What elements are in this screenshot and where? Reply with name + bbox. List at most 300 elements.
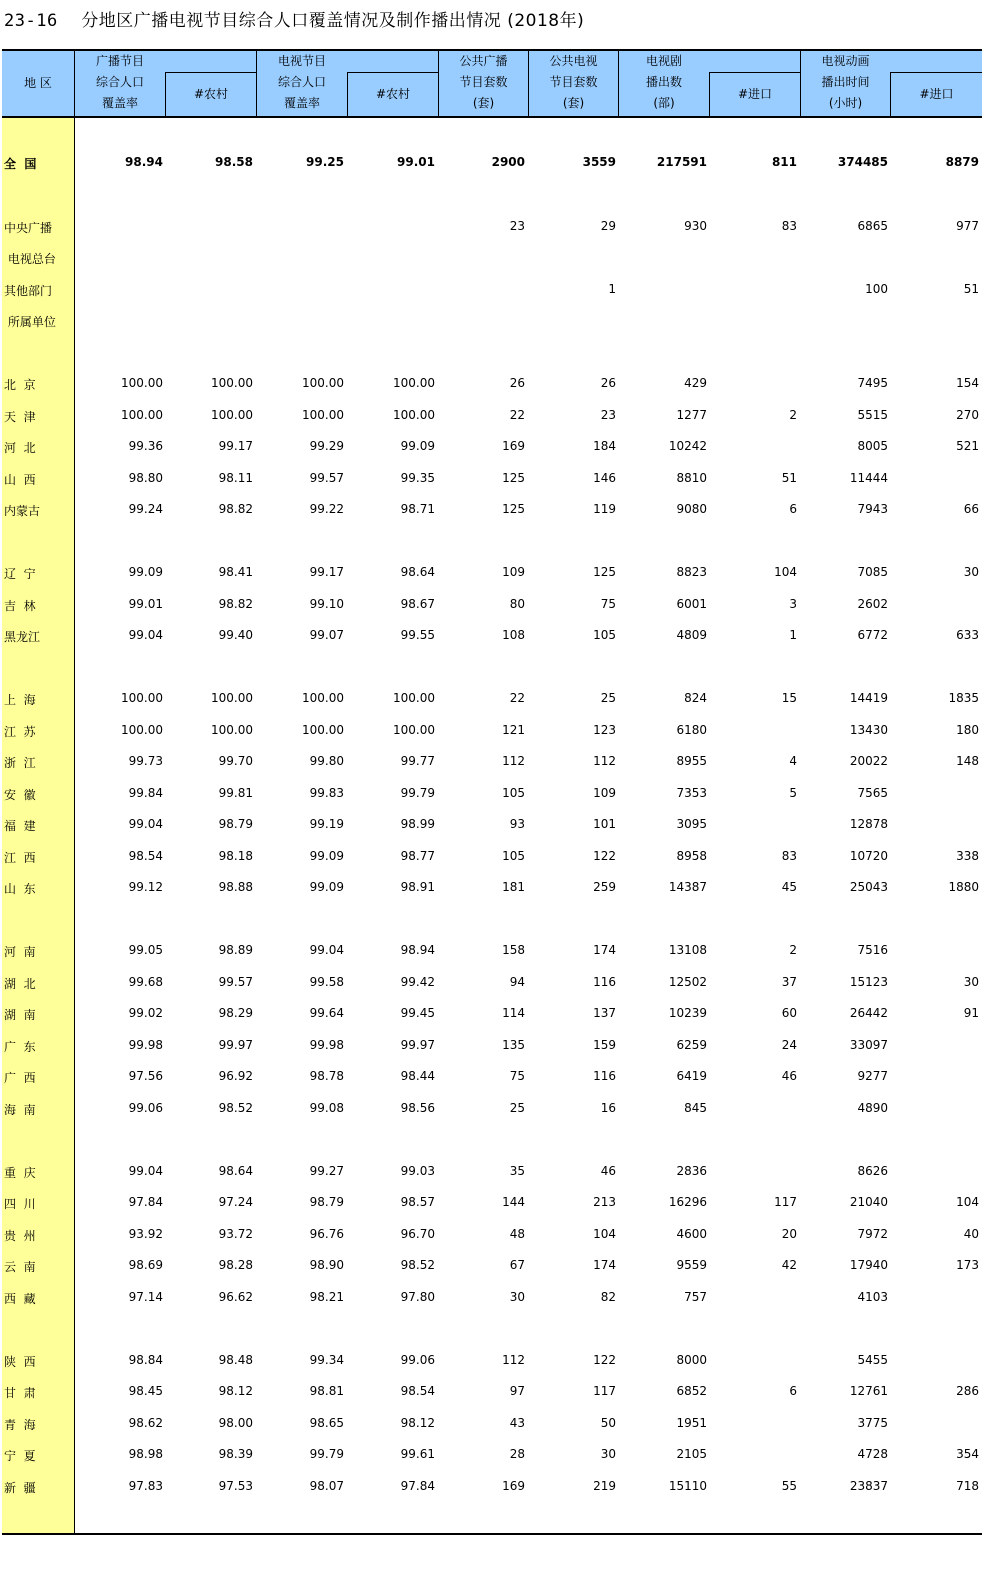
row-label: 中央广播 xyxy=(4,221,53,235)
table-cell: 117 xyxy=(774,1195,797,1209)
table-cell: 8005 xyxy=(857,439,888,453)
table-cell: 97.84 xyxy=(128,1195,163,1209)
table-cell: 169 xyxy=(502,439,525,453)
table-cell: 21040 xyxy=(849,1195,888,1209)
table-cell: 15123 xyxy=(849,975,888,989)
table-cell: 99.70 xyxy=(218,754,253,768)
table-cell: 100.00 xyxy=(302,408,344,422)
header-tv-rural: #农村 xyxy=(375,87,411,101)
table-cell: 12878 xyxy=(849,817,888,831)
table-cell: 169 xyxy=(502,1479,525,1493)
row-label: 山 西 xyxy=(4,473,36,487)
table-cell: 99.58 xyxy=(309,975,344,989)
header-line: 广播节目 xyxy=(95,54,144,68)
row-label: 内蒙古 xyxy=(4,504,41,518)
table-cell: 99.04 xyxy=(309,943,344,957)
table-cell: 977 xyxy=(956,219,979,233)
table-cell: 99.01 xyxy=(128,597,163,611)
row-label: 四 川 xyxy=(4,1197,36,1211)
table-cell: 4103 xyxy=(857,1290,888,1304)
table-cell: 174 xyxy=(593,1258,616,1272)
table-cell: 16296 xyxy=(668,1195,707,1209)
table-cell: 98.99 xyxy=(400,817,435,831)
table-cell: 2836 xyxy=(676,1164,707,1178)
table-cell: 93.92 xyxy=(128,1227,163,1241)
table-cell: 26 xyxy=(509,376,525,390)
table-cell: 144 xyxy=(502,1195,525,1209)
table-cell: 100.00 xyxy=(393,408,435,422)
table-cell: 99.09 xyxy=(400,439,435,453)
table-cell: 633 xyxy=(956,628,979,642)
table-cell: 12502 xyxy=(668,975,707,989)
table-cell: 121 xyxy=(502,723,525,737)
row-label: 甘 肃 xyxy=(4,1386,36,1400)
table-cell: 75 xyxy=(509,1069,525,1083)
table-cell: 13108 xyxy=(668,943,707,957)
table-cell: 98.44 xyxy=(400,1069,435,1083)
table-cell: 100.00 xyxy=(302,723,344,737)
table-cell: 6 xyxy=(789,502,797,516)
header-animation-hours xyxy=(801,51,890,114)
table-cell: 98.28 xyxy=(218,1258,253,1272)
row-label: 福 建 xyxy=(4,819,36,833)
table-cell: 98.00 xyxy=(218,1416,253,1430)
header-line: 综合人口 xyxy=(277,75,326,89)
table-cell: 97 xyxy=(509,1384,525,1398)
table-title xyxy=(4,6,584,31)
row-label: 海 南 xyxy=(4,1103,36,1117)
table-cell: 119 xyxy=(593,502,616,516)
row-label: 江 西 xyxy=(4,851,36,865)
table-cell: 25 xyxy=(509,1101,525,1115)
header-line: 公共电视 xyxy=(549,54,598,68)
table-cell: 98.80 xyxy=(128,471,163,485)
table-cell: 98.54 xyxy=(128,849,163,863)
table-cell: 29 xyxy=(600,219,616,233)
table-cell: 14419 xyxy=(849,691,888,705)
table-cell: 98.94 xyxy=(400,943,435,957)
row-label: 重 庆 xyxy=(4,1166,36,1180)
table-cell: 99.29 xyxy=(309,439,344,453)
header-line: (小时) xyxy=(828,96,863,110)
table-cell: 99.03 xyxy=(400,1164,435,1178)
table-cell: 99.98 xyxy=(128,1038,163,1052)
table-cell: 98.07 xyxy=(309,1479,344,1493)
table-cell: 6 xyxy=(789,1384,797,1398)
table-cell: 2105 xyxy=(676,1447,707,1461)
table-cell: 184 xyxy=(593,439,616,453)
table-cell: 98.56 xyxy=(400,1101,435,1115)
table-cell: 98.78 xyxy=(309,1069,344,1083)
header-public-tv-channels xyxy=(529,51,618,114)
row-label: 全 国 xyxy=(4,157,37,171)
subheader-rule xyxy=(890,72,982,73)
header-line: (套) xyxy=(472,96,495,110)
table-cell: 104 xyxy=(956,1195,979,1209)
table-cell: 99.17 xyxy=(218,439,253,453)
table-cell: 154 xyxy=(956,376,979,390)
table-cell: 98.94 xyxy=(125,155,163,169)
header-line: 播出时间 xyxy=(821,75,870,89)
row-label: 湖 北 xyxy=(4,977,36,991)
table-cell: 98.90 xyxy=(309,1258,344,1272)
table-cell: 91 xyxy=(963,1006,979,1020)
table-number: 23-16 xyxy=(4,11,58,31)
table-cell: 135 xyxy=(502,1038,525,1052)
table-cell: 137 xyxy=(593,1006,616,1020)
table-cell: 99.19 xyxy=(309,817,344,831)
table-cell: 173 xyxy=(956,1258,979,1272)
table-cell: 4809 xyxy=(676,628,707,642)
row-label: 宁 夏 xyxy=(4,1449,36,1463)
table-cell: 105 xyxy=(593,628,616,642)
table-cell: 354 xyxy=(956,1447,979,1461)
table-cell: 100.00 xyxy=(302,376,344,390)
table-cell: 98.52 xyxy=(218,1101,253,1115)
table-cell: 108 xyxy=(502,628,525,642)
table-cell: 105 xyxy=(502,786,525,800)
table-cell: 37 xyxy=(781,975,797,989)
table-cell: 13430 xyxy=(849,723,888,737)
header-drama-imported: #进口 xyxy=(737,87,773,101)
table-cell: 51 xyxy=(781,471,797,485)
table-cell: 98.67 xyxy=(400,597,435,611)
table-cell: 20 xyxy=(781,1227,797,1241)
table-cell: 94 xyxy=(509,975,525,989)
table-cell: 80 xyxy=(509,597,525,611)
table-cell: 15110 xyxy=(668,1479,707,1493)
table-cell: 8000 xyxy=(676,1353,707,1367)
table-cell: 98.39 xyxy=(218,1447,253,1461)
table-cell: 93.72 xyxy=(218,1227,253,1241)
table-cell: 23 xyxy=(600,408,616,422)
table-cell: 83 xyxy=(781,849,797,863)
table-cell: 30 xyxy=(600,1447,616,1461)
table-cell: 99.73 xyxy=(128,754,163,768)
table-cell: 97.80 xyxy=(400,1290,435,1304)
table-cell: 99.97 xyxy=(400,1038,435,1052)
table-cell: 122 xyxy=(593,1353,616,1367)
table-cell: 98.98 xyxy=(128,1447,163,1461)
table-cell: 97.53 xyxy=(218,1479,253,1493)
table-cell: 99.04 xyxy=(128,1164,163,1178)
header-region: 地 区 xyxy=(24,76,52,90)
table-cell: 98.89 xyxy=(218,943,253,957)
table-cell: 20022 xyxy=(849,754,888,768)
table-cell: 43 xyxy=(509,1416,525,1430)
table-cell: 6865 xyxy=(857,219,888,233)
table-cell: 96.92 xyxy=(218,1069,253,1083)
table-cell: 109 xyxy=(502,565,525,579)
row-label: 所属单位 xyxy=(4,315,56,329)
table-cell: 213 xyxy=(593,1195,616,1209)
table-cell: 14387 xyxy=(668,880,707,894)
table-cell: 8810 xyxy=(676,471,707,485)
table-cell: 97.56 xyxy=(128,1069,163,1083)
header-line: 覆盖率 xyxy=(101,96,138,110)
header-bottom-rule xyxy=(2,116,982,118)
table-cell: 6419 xyxy=(676,1069,707,1083)
table-cell: 30 xyxy=(963,975,979,989)
table-cell: 99.04 xyxy=(128,628,163,642)
table-cell: 10239 xyxy=(668,1006,707,1020)
table-cell: 30 xyxy=(509,1290,525,1304)
table-cell: 99.97 xyxy=(218,1038,253,1052)
table-cell: 9277 xyxy=(857,1069,888,1083)
header-line: 电视节目 xyxy=(277,54,326,68)
table-cell: 7353 xyxy=(676,786,707,800)
row-label: 广 东 xyxy=(4,1040,36,1054)
table-cell: 97.14 xyxy=(128,1290,163,1304)
table-cell: 718 xyxy=(956,1479,979,1493)
table-cell: 99.25 xyxy=(306,155,344,169)
table-cell: 116 xyxy=(593,975,616,989)
table-cell: 7085 xyxy=(857,565,888,579)
table-cell: 42 xyxy=(781,1258,797,1272)
table-cell: 45 xyxy=(781,880,797,894)
table-cell: 521 xyxy=(956,439,979,453)
table-cell: 99.61 xyxy=(400,1447,435,1461)
table-cell: 33097 xyxy=(849,1038,888,1052)
row-label: 西 藏 xyxy=(4,1292,36,1306)
table-cell: 99.22 xyxy=(309,502,344,516)
table-cell: 99.09 xyxy=(128,565,163,579)
table-cell: 4890 xyxy=(857,1101,888,1115)
table-cell: 98.21 xyxy=(309,1290,344,1304)
row-label: 其他部门 xyxy=(4,284,53,298)
header-tv-drama-broadcast xyxy=(619,51,709,114)
table-cell: 99.79 xyxy=(400,786,435,800)
table-cell: 99.24 xyxy=(128,502,163,516)
table-cell: 99.04 xyxy=(128,817,163,831)
table-cell: 100.00 xyxy=(211,723,253,737)
table-cell: 96.76 xyxy=(309,1227,344,1241)
header-radio-coverage xyxy=(75,51,165,114)
table-cell: 429 xyxy=(684,376,707,390)
row-label: 河 南 xyxy=(4,945,36,959)
table-cell: 26 xyxy=(600,376,616,390)
header-line: 播出数 xyxy=(645,75,682,89)
table-cell: 99.36 xyxy=(128,439,163,453)
table-cell: 100.00 xyxy=(393,376,435,390)
table-cell: 1 xyxy=(789,628,797,642)
table-cell: 25043 xyxy=(849,880,888,894)
header-line: 覆盖率 xyxy=(283,96,320,110)
table-cell: 98.82 xyxy=(218,597,253,611)
table-cell: 66 xyxy=(963,502,979,516)
table-cell: 28 xyxy=(509,1447,525,1461)
row-label: 安 徽 xyxy=(4,788,36,802)
header-public-radio-channels xyxy=(439,51,528,114)
table-cell: 23837 xyxy=(849,1479,888,1493)
table-cell: 117 xyxy=(593,1384,616,1398)
table-cell: 46 xyxy=(600,1164,616,1178)
table-cell: 99.42 xyxy=(400,975,435,989)
table-cell: 98.45 xyxy=(128,1384,163,1398)
table-cell: 98.48 xyxy=(218,1353,253,1367)
table-cell: 98.64 xyxy=(400,565,435,579)
row-label: 贵 州 xyxy=(4,1229,36,1243)
table-cell: 100.00 xyxy=(121,723,163,737)
table-cell: 8823 xyxy=(676,565,707,579)
table-cell: 99.98 xyxy=(309,1038,344,1052)
table-cell: 98.12 xyxy=(218,1384,253,1398)
table-cell: 99.64 xyxy=(309,1006,344,1020)
table-cell: 99.80 xyxy=(309,754,344,768)
table-cell: 97.84 xyxy=(400,1479,435,1493)
table-cell: 112 xyxy=(593,754,616,768)
table-cell: 98.12 xyxy=(400,1416,435,1430)
table-cell: 10242 xyxy=(668,439,707,453)
table-cell: 99.06 xyxy=(128,1101,163,1115)
table-cell: 99.06 xyxy=(400,1353,435,1367)
table-cell: 99.45 xyxy=(400,1006,435,1020)
table-cell: 97.24 xyxy=(218,1195,253,1209)
table-cell: 114 xyxy=(502,1006,525,1020)
table-cell: 98.29 xyxy=(218,1006,253,1020)
table-cell: 96.70 xyxy=(400,1227,435,1241)
table-cell: 98.81 xyxy=(309,1384,344,1398)
table-cell: 35 xyxy=(509,1164,525,1178)
table-cell: 99.34 xyxy=(309,1353,344,1367)
table-cell: 148 xyxy=(956,754,979,768)
table-cell: 6001 xyxy=(676,597,707,611)
table-cell: 99.02 xyxy=(128,1006,163,1020)
table-cell: 6772 xyxy=(857,628,888,642)
header-tv-coverage xyxy=(257,51,347,114)
table-cell: 104 xyxy=(593,1227,616,1241)
table-cell: 125 xyxy=(593,565,616,579)
table-cell: 98.52 xyxy=(400,1258,435,1272)
table-cell: 98.41 xyxy=(218,565,253,579)
row-label: 浙 江 xyxy=(4,756,36,770)
table-cell: 83 xyxy=(781,219,797,233)
table-cell: 3 xyxy=(789,597,797,611)
table-cell: 1 xyxy=(608,282,616,296)
header-line: 电视动画 xyxy=(821,54,870,68)
table-bottom-rule xyxy=(2,1533,982,1535)
table-cell: 174 xyxy=(593,943,616,957)
header-animation-imported: #进口 xyxy=(919,87,954,101)
row-label: 江 苏 xyxy=(4,725,36,739)
table-cell: 116 xyxy=(593,1069,616,1083)
row-label: 天 津 xyxy=(4,410,36,424)
table-cell: 99.17 xyxy=(309,565,344,579)
table-cell: 757 xyxy=(684,1290,707,1304)
table-cell: 1880 xyxy=(948,880,979,894)
table-cell: 109 xyxy=(593,786,616,800)
row-label: 湖 南 xyxy=(4,1008,36,1022)
table-cell: 98.57 xyxy=(400,1195,435,1209)
table-cell: 1277 xyxy=(676,408,707,422)
table-cell: 3559 xyxy=(582,155,616,169)
table-cell: 75 xyxy=(600,597,616,611)
table-cell: 98.79 xyxy=(218,817,253,831)
table-cell: 99.79 xyxy=(309,1447,344,1461)
table-cell: 101 xyxy=(593,817,616,831)
table-cell: 930 xyxy=(684,219,707,233)
table-cell: 2 xyxy=(789,408,797,422)
table-cell: 180 xyxy=(956,723,979,737)
table-cell: 98.79 xyxy=(309,1195,344,1209)
table-cell: 2602 xyxy=(857,597,888,611)
table-cell: 2 xyxy=(789,943,797,957)
table-cell: 98.88 xyxy=(218,880,253,894)
table-cell: 99.27 xyxy=(309,1164,344,1178)
table-cell: 99.55 xyxy=(400,628,435,642)
table-cell: 99.09 xyxy=(309,849,344,863)
table-cell: 30 xyxy=(963,565,979,579)
table-cell: 99.05 xyxy=(128,943,163,957)
table-cell: 40 xyxy=(963,1227,979,1241)
table-cell: 7565 xyxy=(857,786,888,800)
table-cell: 99.57 xyxy=(309,471,344,485)
table-cell: 7972 xyxy=(857,1227,888,1241)
row-label: 河 北 xyxy=(4,441,36,455)
table-cell: 98.84 xyxy=(128,1353,163,1367)
row-label: 电视总台 xyxy=(4,252,56,266)
table-cell: 4 xyxy=(789,754,797,768)
row-label: 上 海 xyxy=(4,693,36,707)
table-cell: 98.65 xyxy=(309,1416,344,1430)
table-cell: 98.82 xyxy=(218,502,253,516)
table-cell: 100.00 xyxy=(211,408,253,422)
table-cell: 8958 xyxy=(676,849,707,863)
table-cell: 25 xyxy=(600,691,616,705)
table-cell: 5 xyxy=(789,786,797,800)
table-cell: 10720 xyxy=(849,849,888,863)
table-cell: 338 xyxy=(956,849,979,863)
subheader-rule xyxy=(709,72,800,73)
table-cell: 98.69 xyxy=(128,1258,163,1272)
table-cell: 98.77 xyxy=(400,849,435,863)
table-cell: 98.71 xyxy=(400,502,435,516)
table-cell: 98.18 xyxy=(218,849,253,863)
table-cell: 46 xyxy=(781,1069,797,1083)
table-cell: 4600 xyxy=(676,1227,707,1241)
row-label: 吉 林 xyxy=(4,599,36,613)
header-line: 电视剧 xyxy=(645,54,682,68)
table-cell: 100 xyxy=(865,282,888,296)
table-cell: 24 xyxy=(781,1038,797,1052)
row-label: 陕 西 xyxy=(4,1355,36,1369)
table-cell: 217591 xyxy=(656,155,707,169)
row-label: 广 西 xyxy=(4,1071,36,1085)
table-cell: 105 xyxy=(502,849,525,863)
row-label: 云 南 xyxy=(4,1260,36,1274)
table-cell: 125 xyxy=(502,471,525,485)
table-cell: 98.58 xyxy=(215,155,253,169)
table-cell: 125 xyxy=(502,502,525,516)
table-cell: 6259 xyxy=(676,1038,707,1052)
table-cell: 159 xyxy=(593,1038,616,1052)
table-cell: 98.91 xyxy=(400,880,435,894)
table-cell: 3775 xyxy=(857,1416,888,1430)
table-cell: 100.00 xyxy=(121,691,163,705)
header-line: 综合人口 xyxy=(95,75,144,89)
table-cell: 811 xyxy=(771,155,797,169)
table-cell: 9080 xyxy=(676,502,707,516)
table-cell: 99.01 xyxy=(397,155,435,169)
table-cell: 99.08 xyxy=(309,1101,344,1115)
row-label: 新 疆 xyxy=(4,1481,36,1495)
table-cell: 99.09 xyxy=(309,880,344,894)
table-cell: 22 xyxy=(509,408,525,422)
table-cell: 6852 xyxy=(676,1384,707,1398)
table-cell: 99.77 xyxy=(400,754,435,768)
table-cell: 824 xyxy=(684,691,707,705)
table-cell: 60 xyxy=(781,1006,797,1020)
